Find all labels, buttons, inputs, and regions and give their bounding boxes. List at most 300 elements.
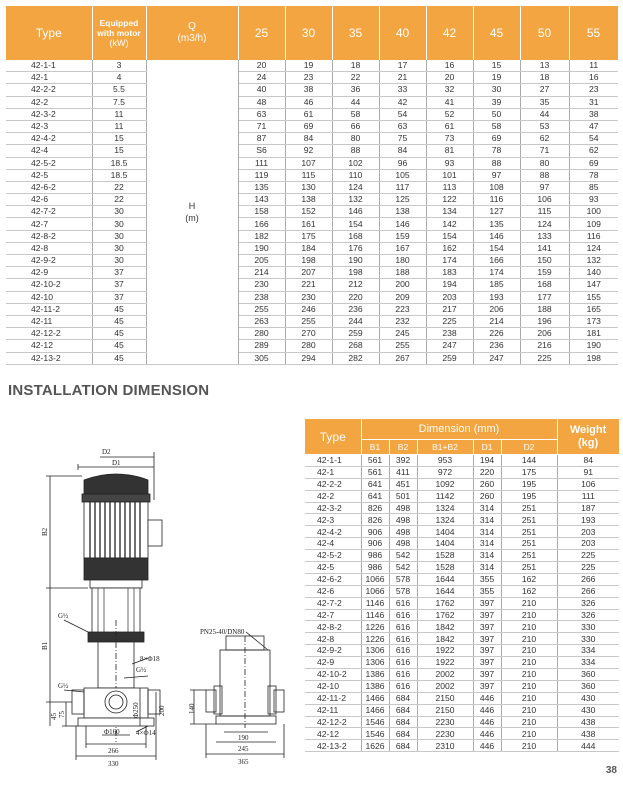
table-cell: 162 bbox=[426, 242, 473, 254]
table-cell: 498 bbox=[389, 514, 417, 526]
flow-header: 55 bbox=[569, 6, 618, 60]
table-cell: 280 bbox=[285, 340, 332, 352]
dimension-row bbox=[305, 692, 619, 704]
performance-row bbox=[6, 315, 618, 327]
col-motor-header bbox=[92, 6, 146, 60]
table-cell: 61 bbox=[426, 120, 473, 132]
table-cell: 30 bbox=[92, 230, 146, 242]
table-cell: 122 bbox=[426, 194, 473, 206]
table-cell: 30 bbox=[92, 255, 146, 267]
performance-row bbox=[6, 279, 618, 291]
table-cell: 127 bbox=[473, 206, 520, 218]
table-cell: 42-6-2 bbox=[6, 181, 92, 193]
table-cell: 1226 bbox=[361, 621, 389, 633]
table-cell: 196 bbox=[520, 315, 569, 327]
table-cell: 314 bbox=[473, 562, 501, 574]
performance-row bbox=[6, 157, 618, 169]
table-cell: 42-1-1 bbox=[305, 455, 361, 467]
table-cell: 255 bbox=[379, 340, 426, 352]
table-cell: 45 bbox=[92, 352, 146, 364]
table-cell: 32 bbox=[426, 84, 473, 96]
table-cell: 42-1 bbox=[305, 466, 361, 478]
table-cell: 106 bbox=[557, 478, 619, 490]
table-cell: 42-12-2 bbox=[6, 328, 92, 340]
table-cell: 187 bbox=[557, 502, 619, 514]
table-cell: 166 bbox=[473, 255, 520, 267]
table-cell: 203 bbox=[557, 526, 619, 538]
table-cell: 542 bbox=[389, 550, 417, 562]
table-cell: 88 bbox=[520, 169, 569, 181]
table-cell: 972 bbox=[417, 466, 473, 478]
table-cell: 263 bbox=[238, 315, 285, 327]
table-cell: 188 bbox=[520, 303, 569, 315]
performance-row bbox=[6, 108, 618, 120]
table-cell: S6 bbox=[238, 145, 285, 157]
table-cell: 209 bbox=[379, 291, 426, 303]
table-cell: 1324 bbox=[417, 502, 473, 514]
table-cell: 251 bbox=[501, 538, 557, 550]
dimension-header-row bbox=[305, 419, 619, 440]
flow-header: 35 bbox=[332, 6, 379, 60]
table-cell: 2002 bbox=[417, 680, 473, 692]
table-cell: 42-12 bbox=[305, 728, 361, 740]
table-cell: 42-10 bbox=[305, 680, 361, 692]
table-cell: 446 bbox=[473, 716, 501, 728]
dimension-row bbox=[305, 562, 619, 574]
table-cell: 177 bbox=[520, 291, 569, 303]
table-cell: 305 bbox=[238, 352, 285, 364]
dimension-row bbox=[305, 573, 619, 585]
table-cell: 195 bbox=[501, 478, 557, 490]
col-type-header: Type bbox=[6, 6, 92, 60]
flow-header: 30 bbox=[285, 6, 332, 60]
table-cell: 986 bbox=[361, 562, 389, 574]
table-cell: 444 bbox=[557, 740, 619, 752]
table-cell: 124 bbox=[520, 218, 569, 230]
dimension-body bbox=[305, 455, 619, 752]
label-250: Φ250 bbox=[132, 702, 140, 718]
table-cell: 330 bbox=[557, 633, 619, 645]
weight-label: Weight bbox=[569, 423, 607, 436]
table-cell: 80 bbox=[520, 157, 569, 169]
dim-sub-header: D2 bbox=[501, 440, 557, 455]
table-cell: 180 bbox=[379, 255, 426, 267]
table-cell: 161 bbox=[285, 218, 332, 230]
table-cell: 108 bbox=[473, 181, 520, 193]
dimension-row bbox=[305, 455, 619, 467]
table-cell: 36 bbox=[332, 84, 379, 96]
table-cell: 236 bbox=[473, 340, 520, 352]
table-cell: 190 bbox=[238, 242, 285, 254]
table-cell: 141 bbox=[520, 242, 569, 254]
flow-header: 40 bbox=[379, 6, 426, 60]
table-cell: 162 bbox=[501, 573, 557, 585]
table-cell: 22 bbox=[92, 181, 146, 193]
table-cell: 93 bbox=[569, 194, 618, 206]
table-cell: 334 bbox=[557, 657, 619, 669]
table-cell: 42-11-2 bbox=[305, 692, 361, 704]
table-cell: 1644 bbox=[417, 585, 473, 597]
table-cell: 397 bbox=[473, 645, 501, 657]
table-cell: 16 bbox=[426, 60, 473, 72]
table-cell: 62 bbox=[569, 145, 618, 157]
table-cell: 37 bbox=[92, 291, 146, 303]
table-cell: 42-2-2 bbox=[6, 84, 92, 96]
table-cell: 5.5 bbox=[92, 84, 146, 96]
page-number: 38 bbox=[605, 765, 617, 776]
table-cell: 438 bbox=[557, 728, 619, 740]
table-cell: 1922 bbox=[417, 657, 473, 669]
table-cell: 1142 bbox=[417, 490, 473, 502]
table-cell: 1842 bbox=[417, 621, 473, 633]
label-140: 140 bbox=[188, 703, 196, 714]
table-cell: 100 bbox=[569, 206, 618, 218]
table-cell: 42-7 bbox=[6, 218, 92, 230]
table-cell: 37 bbox=[92, 267, 146, 279]
table-cell: 185 bbox=[473, 279, 520, 291]
performance-row bbox=[6, 340, 618, 352]
table-cell: 110 bbox=[332, 169, 379, 181]
table-cell: 438 bbox=[557, 716, 619, 728]
table-cell: 96 bbox=[379, 157, 426, 169]
dimension-row bbox=[305, 716, 619, 728]
label-200: 200 bbox=[158, 705, 166, 716]
table-cell: 146 bbox=[332, 206, 379, 218]
dimension-row bbox=[305, 490, 619, 502]
table-cell: 42-9 bbox=[6, 267, 92, 279]
table-cell: 42-5 bbox=[305, 562, 361, 574]
table-cell: 397 bbox=[473, 657, 501, 669]
table-cell: 220 bbox=[473, 466, 501, 478]
table-cell: 11 bbox=[569, 60, 618, 72]
table-cell: 397 bbox=[473, 597, 501, 609]
table-cell: 1306 bbox=[361, 657, 389, 669]
label-bolt4: 4×Φ14 bbox=[136, 729, 156, 737]
table-cell: 84 bbox=[285, 133, 332, 145]
table-cell: 106 bbox=[520, 194, 569, 206]
table-cell: 259 bbox=[426, 352, 473, 364]
table-cell: 105 bbox=[379, 169, 426, 181]
table-cell: 1762 bbox=[417, 597, 473, 609]
dim-sub-header: B1 bbox=[361, 440, 389, 455]
table-cell: 45 bbox=[92, 340, 146, 352]
table-cell: 1146 bbox=[361, 609, 389, 621]
table-cell: 17 bbox=[379, 60, 426, 72]
table-cell: 225 bbox=[557, 562, 619, 574]
table-cell: 46 bbox=[285, 96, 332, 108]
table-cell: 132 bbox=[332, 194, 379, 206]
table-cell: 280 bbox=[238, 328, 285, 340]
table-cell: 430 bbox=[557, 692, 619, 704]
table-cell: 23 bbox=[285, 72, 332, 84]
table-cell: 203 bbox=[557, 538, 619, 550]
table-cell: 684 bbox=[389, 704, 417, 716]
table-cell: 91 bbox=[557, 466, 619, 478]
table-cell: 616 bbox=[389, 657, 417, 669]
table-cell: 42-6-2 bbox=[305, 573, 361, 585]
table-cell: 2002 bbox=[417, 669, 473, 681]
performance-row bbox=[6, 120, 618, 132]
table-cell: 144 bbox=[501, 455, 557, 467]
table-cell: 69 bbox=[285, 120, 332, 132]
performance-header-row bbox=[6, 6, 618, 60]
table-cell: 42-2 bbox=[6, 96, 92, 108]
table-cell: 117 bbox=[379, 181, 426, 193]
table-cell: 124 bbox=[569, 242, 618, 254]
table-cell: 63 bbox=[379, 120, 426, 132]
table-cell: 684 bbox=[389, 740, 417, 752]
table-cell: 616 bbox=[389, 645, 417, 657]
label-g12-top: G½ bbox=[58, 612, 69, 620]
table-cell: 268 bbox=[332, 340, 379, 352]
table-cell: 168 bbox=[332, 230, 379, 242]
table-cell: 616 bbox=[389, 597, 417, 609]
table-cell: 42-2-2 bbox=[305, 478, 361, 490]
dimension-row bbox=[305, 657, 619, 669]
table-cell: 130 bbox=[285, 181, 332, 193]
table-cell: 30 bbox=[92, 218, 146, 230]
table-cell: 101 bbox=[426, 169, 473, 181]
table-cell: 173 bbox=[569, 315, 618, 327]
table-cell: 267 bbox=[379, 352, 426, 364]
table-cell: 314 bbox=[473, 526, 501, 538]
label-d1: D1 bbox=[112, 459, 121, 467]
performance-row bbox=[6, 352, 618, 364]
table-cell: 61 bbox=[285, 108, 332, 120]
table-cell: 40 bbox=[238, 84, 285, 96]
table-cell: 38 bbox=[569, 108, 618, 120]
table-cell: 210 bbox=[501, 716, 557, 728]
table-cell: 1546 bbox=[361, 728, 389, 740]
table-cell: 42-4-2 bbox=[6, 133, 92, 145]
table-cell: 684 bbox=[389, 716, 417, 728]
table-cell: 210 bbox=[501, 621, 557, 633]
table-cell: 210 bbox=[501, 645, 557, 657]
table-cell: 684 bbox=[389, 728, 417, 740]
table-cell: 183 bbox=[426, 267, 473, 279]
performance-row bbox=[6, 218, 618, 230]
dimension-row bbox=[305, 526, 619, 538]
table-cell: 193 bbox=[473, 291, 520, 303]
performance-body bbox=[6, 60, 618, 364]
table-cell: 214 bbox=[473, 315, 520, 327]
table-cell: 195 bbox=[501, 490, 557, 502]
table-cell: 97 bbox=[520, 181, 569, 193]
table-cell: 15 bbox=[92, 133, 146, 145]
table-cell: 1404 bbox=[417, 526, 473, 538]
table-cell: 1226 bbox=[361, 633, 389, 645]
table-cell: 397 bbox=[473, 609, 501, 621]
performance-table bbox=[6, 6, 619, 365]
table-cell: 47 bbox=[569, 120, 618, 132]
table-cell: 154 bbox=[473, 242, 520, 254]
table-cell: 906 bbox=[361, 538, 389, 550]
table-cell: 11 bbox=[92, 120, 146, 132]
h-unit: (m) bbox=[185, 212, 199, 223]
table-cell: 69 bbox=[473, 133, 520, 145]
table-cell: 953 bbox=[417, 455, 473, 467]
table-cell: 223 bbox=[379, 303, 426, 315]
dimension-row bbox=[305, 609, 619, 621]
performance-row bbox=[6, 303, 618, 315]
table-cell: 986 bbox=[361, 550, 389, 562]
table-cell: 133 bbox=[520, 230, 569, 242]
performance-row bbox=[6, 230, 618, 242]
weight-unit: (kg) bbox=[577, 436, 599, 449]
label-g12-right: G½ bbox=[136, 666, 147, 674]
table-cell: 42-3-2 bbox=[305, 502, 361, 514]
table-cell: 50 bbox=[473, 108, 520, 120]
table-cell: 826 bbox=[361, 514, 389, 526]
table-cell: 146 bbox=[473, 230, 520, 242]
table-cell: 27 bbox=[520, 84, 569, 96]
dimension-row bbox=[305, 597, 619, 609]
table-cell: 107 bbox=[285, 157, 332, 169]
table-cell: 30 bbox=[473, 84, 520, 96]
table-cell: 58 bbox=[473, 120, 520, 132]
label-flange: PN25-40/DN80 bbox=[200, 628, 245, 636]
table-cell: 221 bbox=[285, 279, 332, 291]
table-cell: 42-9-2 bbox=[305, 645, 361, 657]
table-cell: 270 bbox=[285, 328, 332, 340]
table-cell: 193 bbox=[557, 514, 619, 526]
table-cell: 154 bbox=[426, 230, 473, 242]
table-cell: 210 bbox=[501, 609, 557, 621]
table-cell: 174 bbox=[426, 255, 473, 267]
table-cell: 138 bbox=[285, 194, 332, 206]
table-cell: 73 bbox=[426, 133, 473, 145]
table-cell: 2150 bbox=[417, 704, 473, 716]
table-cell: 42-12-2 bbox=[305, 716, 361, 728]
dimension-row bbox=[305, 538, 619, 550]
table-cell: 498 bbox=[389, 502, 417, 514]
table-cell: 42-8 bbox=[305, 633, 361, 645]
table-cell: 194 bbox=[426, 279, 473, 291]
label-b2: B2 bbox=[41, 527, 49, 536]
table-cell: 16 bbox=[569, 72, 618, 84]
performance-row bbox=[6, 84, 618, 96]
table-cell: 238 bbox=[238, 291, 285, 303]
table-cell: 446 bbox=[473, 704, 501, 716]
table-cell: 42-10-2 bbox=[305, 669, 361, 681]
table-cell: 111 bbox=[557, 490, 619, 502]
table-cell: 132 bbox=[569, 255, 618, 267]
table-cell: 641 bbox=[361, 490, 389, 502]
table-cell: 1644 bbox=[417, 573, 473, 585]
table-cell: 282 bbox=[332, 352, 379, 364]
table-cell: 93 bbox=[426, 157, 473, 169]
table-cell: 210 bbox=[501, 597, 557, 609]
table-cell: 1528 bbox=[417, 562, 473, 574]
label-bolt8: 8×Φ18 bbox=[140, 655, 160, 663]
table-cell: 63 bbox=[238, 108, 285, 120]
table-cell: 210 bbox=[501, 669, 557, 681]
table-cell: 198 bbox=[332, 267, 379, 279]
table-cell: 1324 bbox=[417, 514, 473, 526]
table-cell: 182 bbox=[238, 230, 285, 242]
table-cell: 20 bbox=[426, 72, 473, 84]
table-cell: 18.5 bbox=[92, 169, 146, 181]
table-cell: 245 bbox=[379, 328, 426, 340]
table-cell: 109 bbox=[569, 218, 618, 230]
table-cell: 205 bbox=[238, 255, 285, 267]
table-cell: 62 bbox=[520, 133, 569, 145]
table-cell: 1146 bbox=[361, 597, 389, 609]
table-cell: 42-5-2 bbox=[305, 550, 361, 562]
table-cell: 52 bbox=[426, 108, 473, 120]
table-cell: 21 bbox=[379, 72, 426, 84]
head-column-label bbox=[146, 60, 238, 364]
dimension-row bbox=[305, 478, 619, 490]
table-cell: 30 bbox=[92, 242, 146, 254]
q-label: Q bbox=[188, 21, 196, 32]
table-cell: 18 bbox=[332, 60, 379, 72]
table-cell: 1386 bbox=[361, 669, 389, 681]
table-cell: 2310 bbox=[417, 740, 473, 752]
table-cell: 69 bbox=[569, 157, 618, 169]
table-cell: 80 bbox=[332, 133, 379, 145]
table-cell: 430 bbox=[557, 704, 619, 716]
table-cell: 42-4 bbox=[305, 538, 361, 550]
table-cell: 190 bbox=[569, 340, 618, 352]
table-cell: 641 bbox=[361, 478, 389, 490]
label-266: 266 bbox=[108, 747, 119, 755]
table-cell: 119 bbox=[238, 169, 285, 181]
table-cell: 206 bbox=[473, 303, 520, 315]
dim-dimension-header: Dimension (mm) bbox=[361, 419, 557, 440]
table-cell: 498 bbox=[389, 526, 417, 538]
table-cell: 35 bbox=[520, 96, 569, 108]
table-cell: 134 bbox=[426, 206, 473, 218]
label-160: Φ160 bbox=[104, 728, 120, 736]
dim-sub-header: D1 bbox=[473, 440, 501, 455]
table-cell: 42-10-2 bbox=[6, 279, 92, 291]
table-cell: 2230 bbox=[417, 728, 473, 740]
table-cell: 392 bbox=[389, 455, 417, 467]
table-cell: 184 bbox=[285, 242, 332, 254]
motor-header-unit: (kW) bbox=[109, 38, 129, 48]
dimension-row bbox=[305, 502, 619, 514]
performance-row bbox=[6, 328, 618, 340]
label-d2: D2 bbox=[102, 448, 111, 456]
dimension-row bbox=[305, 680, 619, 692]
table-cell: 210 bbox=[501, 692, 557, 704]
table-cell: 167 bbox=[379, 242, 426, 254]
performance-row bbox=[6, 206, 618, 218]
table-cell: 19 bbox=[285, 60, 332, 72]
table-cell: 355 bbox=[473, 585, 501, 597]
table-cell: 225 bbox=[557, 550, 619, 562]
table-cell: 58 bbox=[332, 108, 379, 120]
dimension-row bbox=[305, 585, 619, 597]
table-cell: 210 bbox=[501, 680, 557, 692]
table-cell: 181 bbox=[569, 328, 618, 340]
table-cell: 7.5 bbox=[92, 96, 146, 108]
table-cell: 85 bbox=[569, 181, 618, 193]
table-cell: 4 bbox=[92, 72, 146, 84]
table-cell: 146 bbox=[379, 218, 426, 230]
table-cell: 207 bbox=[285, 267, 332, 279]
table-cell: 561 bbox=[361, 466, 389, 478]
table-cell: 42-6 bbox=[6, 194, 92, 206]
table-cell: 18 bbox=[520, 72, 569, 84]
table-cell: 1066 bbox=[361, 573, 389, 585]
table-cell: 116 bbox=[473, 194, 520, 206]
pump-side-drawing bbox=[186, 628, 292, 770]
label-245: 245 bbox=[238, 745, 249, 753]
table-cell: 236 bbox=[332, 303, 379, 315]
table-cell: 33 bbox=[379, 84, 426, 96]
